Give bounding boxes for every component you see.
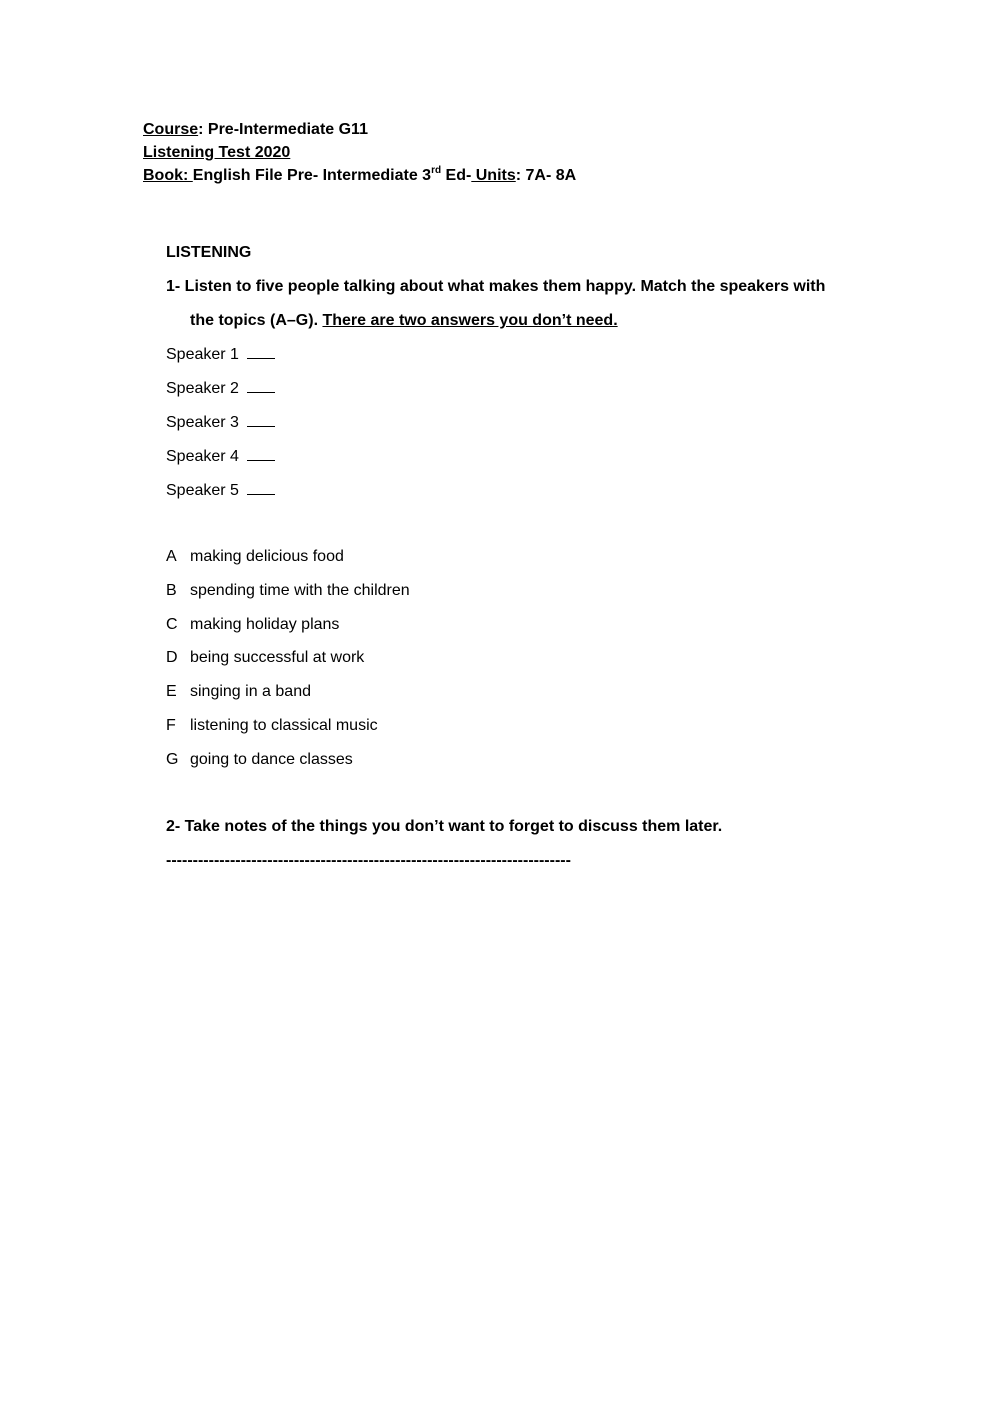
book-label: Book: — [143, 167, 193, 184]
question2-text: 2- Take notes of the things you don’t want to forget to discuss them later. — [166, 818, 723, 835]
topic-item — [166, 647, 364, 669]
speaker-label: Speaker 1 — [166, 346, 239, 363]
speaker-label: Speaker 4 — [166, 448, 239, 465]
course-value: : Pre-Intermediate G11 — [198, 121, 368, 138]
book-line — [143, 165, 576, 187]
speaker-answer-blank[interactable] — [247, 411, 275, 427]
question1-line1: 1- Listen to five people talking about what makes them happy. Match the speakers with — [166, 278, 826, 295]
units-value: : 7A- 8A — [515, 167, 577, 184]
topic-text: being successful at work — [190, 649, 365, 666]
topic-item — [166, 546, 344, 568]
test-title: Listening Test 2020 — [143, 144, 291, 161]
speaker-label: Speaker 5 — [166, 482, 239, 499]
topic-letter: C — [166, 616, 178, 633]
topic-letter: F — [166, 717, 176, 734]
question1-note: There are two answers you don’t need. — [322, 312, 618, 329]
speaker-row — [166, 343, 275, 366]
speaker-answer-blank[interactable] — [247, 377, 275, 393]
topic-text: spending time with the children — [190, 582, 410, 599]
topic-letter: D — [166, 649, 178, 666]
topic-item — [166, 715, 378, 737]
units-label: Units — [471, 167, 516, 184]
book-edition: Ed- — [441, 167, 472, 184]
question1-line2-text: the topics (A–G). — [190, 312, 323, 329]
topic-item — [166, 681, 311, 703]
speaker-row — [166, 479, 275, 502]
speaker-answer-blank[interactable] — [247, 343, 275, 359]
course-line — [143, 119, 368, 141]
speaker-row — [166, 445, 275, 468]
speaker-row — [166, 377, 275, 400]
topic-text: going to dance classes — [190, 751, 353, 768]
topic-text: listening to classical music — [190, 717, 378, 734]
section-title: LISTENING — [166, 244, 252, 261]
topic-letter: B — [166, 582, 177, 599]
speaker-row — [166, 411, 275, 434]
topic-text: making holiday plans — [190, 616, 340, 633]
notes-answer-line[interactable]: ---------------------------------------------------------------------------- — [166, 852, 571, 869]
topic-text: singing in a band — [190, 683, 311, 700]
topic-item — [166, 614, 339, 636]
topic-item — [166, 749, 353, 771]
speaker-answer-blank[interactable] — [247, 479, 275, 495]
topic-letter: A — [166, 548, 177, 565]
book-superscript: rd — [431, 165, 442, 176]
question1-line2 — [190, 310, 618, 332]
topic-item — [166, 580, 410, 602]
speaker-answer-blank[interactable] — [247, 445, 275, 461]
topic-letter: G — [166, 751, 179, 768]
speaker-label: Speaker 3 — [166, 414, 239, 431]
speaker-label: Speaker 2 — [166, 380, 239, 397]
topic-text: making delicious food — [190, 548, 344, 565]
topic-letter: E — [166, 683, 177, 700]
book-value: English File Pre- Intermediate 3 — [192, 167, 432, 184]
course-label: Course — [143, 121, 199, 138]
